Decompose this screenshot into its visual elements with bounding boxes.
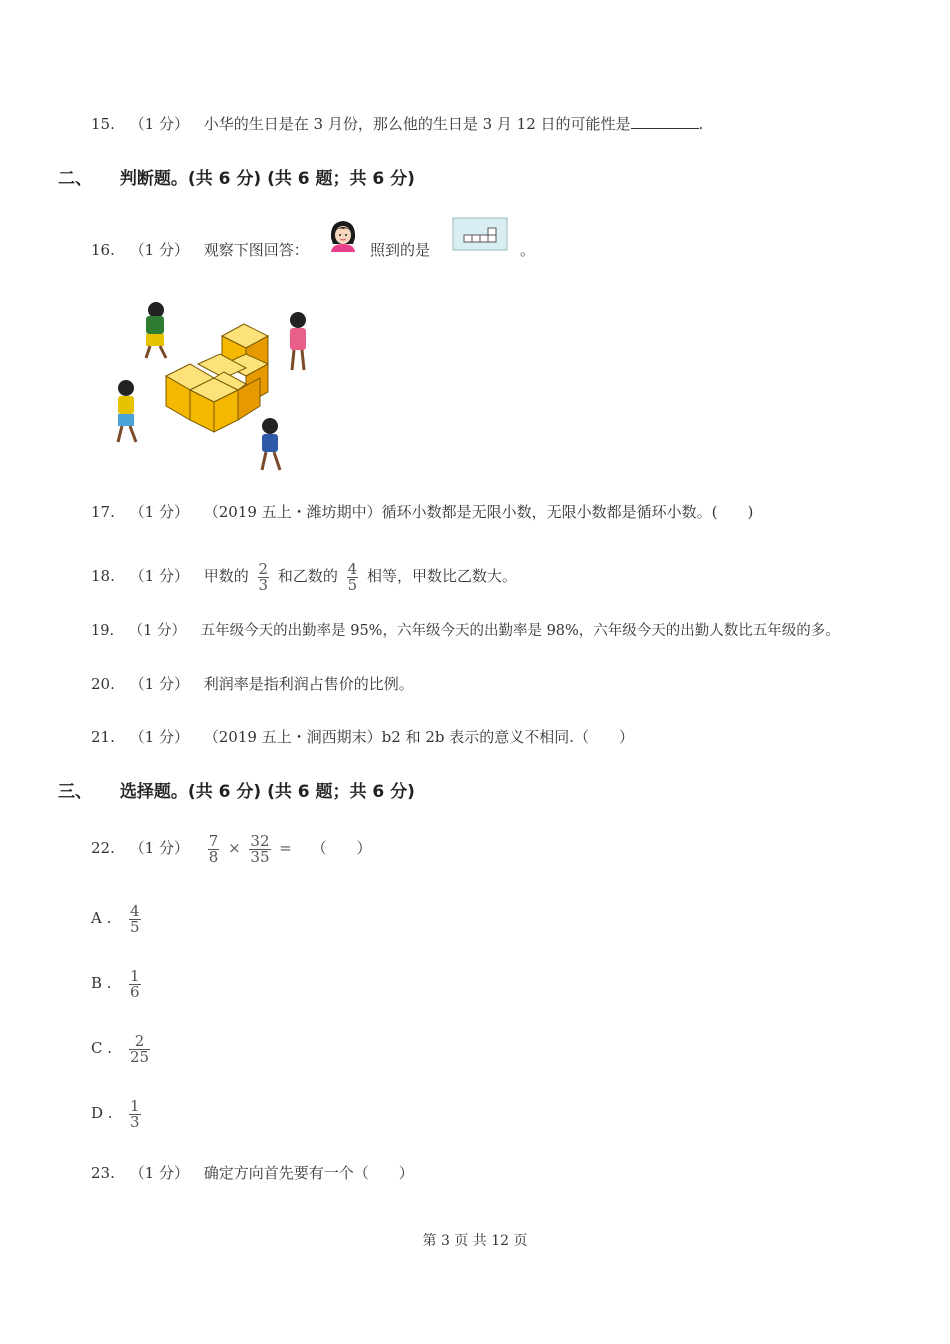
question-text: 小华的生日是在 3 月份，那么他的生日是 3 月 12 日的可能性是 <box>203 115 631 133</box>
question-score: （1 分） <box>129 675 189 693</box>
question-score: （1 分） <box>129 728 189 746</box>
question-19 <box>91 621 840 641</box>
section-3-heading <box>58 781 415 803</box>
view-shape-icon <box>452 217 508 251</box>
child-figure <box>146 302 166 358</box>
child-figure <box>262 418 280 470</box>
question-score: （1 分） <box>129 503 189 521</box>
question-text: 五年级今天的出勤率是 95%，六年级今天的出勤率是 98%，六年级今天的出勤人数比五年级的多。 <box>200 623 840 639</box>
section-number: 三、 <box>58 782 92 802</box>
question-17 <box>91 502 753 522</box>
question-score: （1 分） <box>129 567 189 585</box>
question-number: 17. <box>91 503 115 521</box>
question-number: 22. <box>91 839 115 857</box>
option-label: B . <box>91 974 112 992</box>
question-number: 23. <box>91 1164 115 1182</box>
multiply-sign: × <box>228 839 241 857</box>
fraction: $\frac{7}{8}$ <box>208 831 219 866</box>
question-16-mid: 照到的是 <box>370 241 431 259</box>
fraction: $\frac{32}{35}$ <box>250 831 270 866</box>
child-figure <box>290 312 306 370</box>
option-label: D . <box>91 1104 113 1122</box>
question-number: 21. <box>91 728 115 746</box>
question-text: 利润率是指利润占售价的比例。 <box>203 675 414 693</box>
girl-icon <box>326 218 360 252</box>
question-score: （1 分） <box>128 623 187 639</box>
question-number: 15. <box>91 115 115 133</box>
option-label: A . <box>91 909 112 927</box>
question-23 <box>91 1163 414 1183</box>
section-subtitle: (共 6 题；共 6 分) <box>267 169 415 189</box>
question-score: （1 分） <box>129 1164 189 1182</box>
section-subtitle: (共 6 题；共 6 分) <box>267 782 415 802</box>
cube-stack <box>166 324 268 432</box>
section-title: 判断题。(共 6 分) <box>119 169 262 189</box>
question-text: （2019 五上・涧西期末）b2 和 2b 表示的意义不相同.（ ） <box>203 728 635 746</box>
option-d[interactable] <box>91 1095 145 1131</box>
question-22 <box>91 830 371 866</box>
question-text: （2019 五上・潍坊期中）循环小数都是无限小数，无限小数都是循环小数。( ) <box>203 503 754 521</box>
page-footer: 第 3 页 共 12 页 <box>422 1233 528 1249</box>
fraction: $\frac{2}{25}$ <box>130 1031 150 1066</box>
cubes-with-children-illustration <box>106 296 316 476</box>
answer-blank[interactable] <box>631 114 699 129</box>
question-tail: . <box>698 115 704 133</box>
fraction: $\frac{1}{3}$ <box>130 1096 140 1131</box>
question-text: 确定方向首先要有一个（ ） <box>203 1164 414 1182</box>
section-number: 二、 <box>58 169 92 189</box>
question-number: 18. <box>91 567 115 585</box>
question-number: 20. <box>91 675 115 693</box>
question-text: 甲数的 <box>203 567 249 585</box>
question-number: 19. <box>91 623 115 639</box>
option-b[interactable] <box>91 965 145 1001</box>
question-text: 观察下图回答： <box>203 241 309 259</box>
section-title: 选择题。(共 6 分) <box>119 782 262 802</box>
question-score: （1 分） <box>129 115 189 133</box>
question-20 <box>91 674 414 694</box>
option-a[interactable] <box>91 900 145 936</box>
question-15 <box>91 114 703 134</box>
option-label: C . <box>91 1039 113 1057</box>
question-score: （1 分） <box>129 241 189 259</box>
section-2-heading <box>58 168 415 190</box>
answer-brackets: （ ） <box>311 839 372 857</box>
question-text: 相等，甲数比乙数大。 <box>366 567 517 585</box>
fraction: $\frac{1}{6}$ <box>130 966 140 1001</box>
question-text: 和乙数的 <box>277 567 338 585</box>
question-score: （1 分） <box>129 839 189 857</box>
option-c[interactable] <box>91 1030 154 1066</box>
child-figure <box>118 380 136 442</box>
fraction: $\frac{2}{3}$ <box>258 559 269 594</box>
question-16 <box>91 240 309 260</box>
equals-sign: = <box>279 839 292 857</box>
fraction: $\frac{4}{5}$ <box>347 559 358 594</box>
fraction: $\frac{4}{5}$ <box>130 901 140 936</box>
question-number: 16. <box>91 241 115 259</box>
question-21 <box>91 727 634 747</box>
question-18 <box>91 558 517 594</box>
question-16-tail: 。 <box>520 241 536 259</box>
